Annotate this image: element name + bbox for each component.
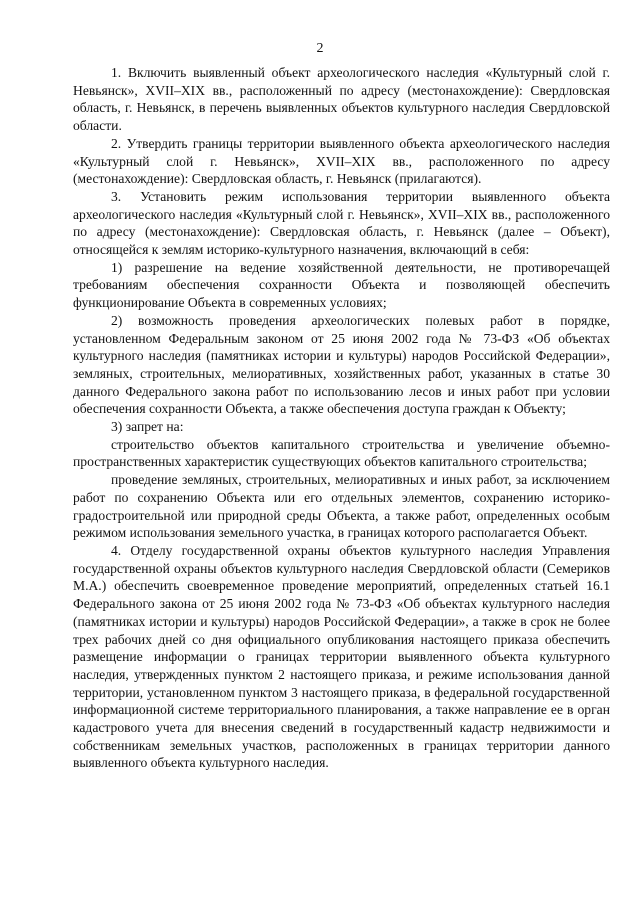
prohibition-works: проведение земляных, строительных, мелиоративных и иных работ, за исключением работ по сохранению Объекта или его отдельных элементов, сохранению историко-градостроительной или природной среды Объекта, а также работ, определенных особым режимом использования земельного участка, в границах которого располагается Объект.	[73, 472, 610, 541]
paragraph-item-3: 3. Установить режим использования территории выявленного объекта археологического наследия «Культурный слой г. Невьянск», XVII–XIX вв., расположенного по адресу (местонахождение): Свердловская область, г. Невьянск (далее – Объект), относящейся к землям историко-культурного назначения, включающий в себя:	[73, 188, 610, 258]
paragraph-item-2: 2. Утвердить границы территории выявленного объекта археологического наследия «Культурный слой г. Невьянск», XVII–XIX вв., расположенного по адресу (местонахождение): Свердловская область, г. Невьянск (прилагаются).	[73, 135, 610, 187]
paragraph-item-1: 1. Включить выявленный объект археологического наследия «Культурный слой г. Невьянск», XVII–XIX вв., расположенный по адресу (местонахождение): Свердловская область, г. Невьянск, в перечень выявленных объектов культурного наследия Свердловской области.	[73, 65, 610, 134]
document-body	[73, 64, 610, 772]
paragraph-subitem-3-3: 3) запрет на:	[111, 419, 184, 435]
paragraph-item-4: 4. Отделу государственной охраны объектов культурного наследия Управления государственной охраны объектов культурного наследия Свердловской области (Семериков М.А.) обеспечить своевременное проведение мероприятий, определенных статьей 16.1 Федерального закона от 25 июня 2002 года № 73-ФЗ «Об объектах культурного наследия (памятниках истории и культуры) народов Российской Федерации», а также в срок не более трех рабочих дней со дня официального опубликования настоящего приказа обеспечить размещение информации о границах территории выявленного объекта культурного наследия, утвержденных пунктом 2 настоящего приказа, и режиме использования данной территории, установленном пунктом 3 настоящего приказа, в федеральной государственной информационной системе территориального планирования, а также направление ее в орган кадастрового учета для внесения сведений в государственный кадастр недвижимости и собственникам земельных участков, расположенных в границах территории данного выявленного объекта культурного наследия.	[73, 542, 610, 771]
paragraph-subitem-3-1: 1) разрешение на ведение хозяйственной деятельности, не противоречащей требованиям обеспечения сохранности Объекта и позволяющей обеспечить функционирование Объекта в современных условиях;	[73, 259, 610, 311]
page-number: 2	[316, 41, 324, 56]
prohibition-construction: строительство объектов капитального строительства и увеличение объемно-пространственных характеристик существующих объектов капитального строительства;	[73, 436, 610, 470]
paragraph-subitem-3-2: 2) возможность проведения археологических полевых работ в порядке, установленном Федеральным законом от 25 июня 2002 года № 73-ФЗ «Об объектах культурного наследия (памятниках истории и культуры) народов Российской Федерации», земляных, строительных, мелиоративных, хозяйственных работ, указанных в статье 30 данного Федерального закона работ по использованию лесов и иных работ при условии обеспечения сохранности Объекта, а также обеспечения доступа граждан к Объекту;	[73, 312, 610, 417]
